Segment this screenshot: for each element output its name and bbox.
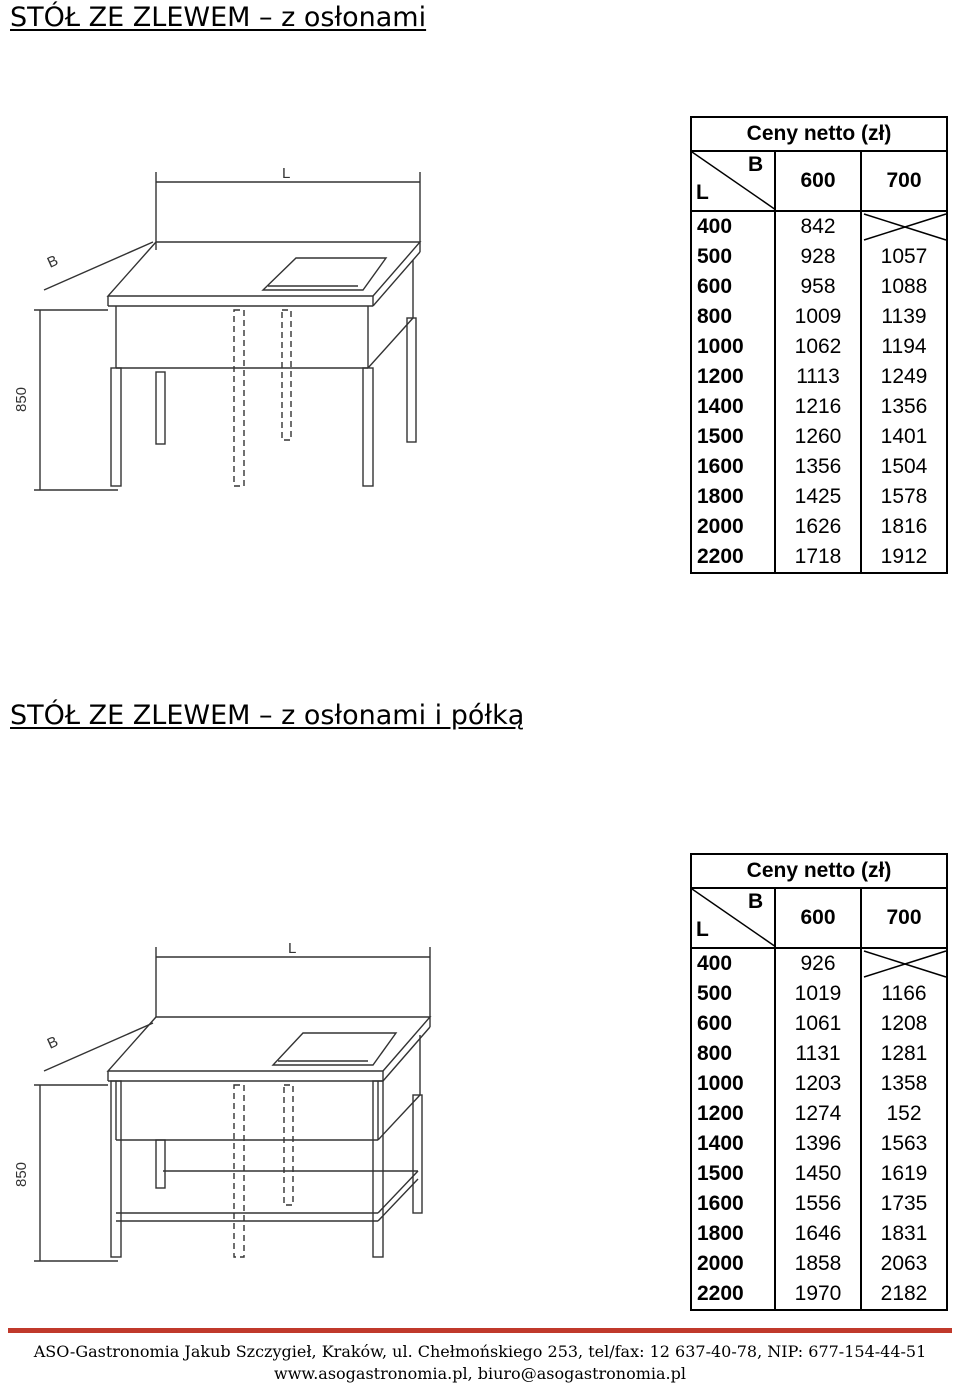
table-caption: Ceny netto (zł)	[691, 854, 947, 888]
row-length: 1800	[691, 1219, 775, 1249]
price-600: 1970	[775, 1279, 861, 1310]
price-600: 1260	[775, 422, 861, 452]
corner-width-label: B	[748, 890, 764, 913]
price-600: 1009	[775, 302, 861, 332]
row-length: 1400	[691, 392, 775, 422]
row-length: 500	[691, 979, 775, 1009]
row-length: 1200	[691, 362, 775, 392]
price-600: 1113	[775, 362, 861, 392]
row-length: 1400	[691, 1129, 775, 1159]
row-length: 500	[691, 242, 775, 272]
price-700: 152	[886, 1102, 922, 1125]
cross-icon	[862, 949, 948, 979]
table-row	[691, 1039, 947, 1069]
page-footer	[0, 1326, 960, 1384]
table-caption: Ceny netto (zł)	[691, 117, 947, 151]
table-row	[691, 1009, 947, 1039]
row-length: 600	[691, 1009, 775, 1039]
price-700: 1194	[881, 335, 927, 358]
row-length: 1600	[691, 1189, 775, 1219]
sink-table-drawing-1	[8, 150, 438, 505]
price-700: 1057	[880, 245, 928, 268]
price-rows	[691, 948, 947, 1310]
price-600: 1203	[775, 1069, 861, 1099]
table-row	[691, 979, 947, 1009]
table-row	[691, 512, 947, 542]
table-row	[691, 1279, 947, 1310]
column-header-600: 600	[775, 151, 861, 211]
table-row	[691, 211, 947, 242]
row-length: 2200	[691, 542, 775, 573]
row-length: 800	[691, 1039, 775, 1069]
row-length: 1000	[691, 1069, 775, 1099]
price-600: 1396	[775, 1129, 861, 1159]
price-600: 958	[775, 272, 861, 302]
price-700: 1281	[880, 1042, 928, 1065]
corner-cell	[691, 888, 775, 948]
price-700: 1619	[880, 1162, 928, 1185]
price-600: 1062	[775, 332, 861, 362]
table-row	[691, 1129, 947, 1159]
row-length: 400	[691, 211, 775, 242]
sink-table-drawing-2	[8, 925, 438, 1280]
row-length: 1500	[691, 422, 775, 452]
row-length: 2000	[691, 1249, 775, 1279]
row-length: 1500	[691, 1159, 775, 1189]
price-700: 2063	[880, 1252, 928, 1275]
table-row	[691, 1159, 947, 1189]
dim-height-label: 850	[13, 1161, 30, 1187]
price-700: 1912	[880, 545, 928, 568]
column-header-600: 600	[775, 888, 861, 948]
section-title-1: STÓŁ ZE ZLEWEM – z osłonami	[10, 2, 427, 33]
price-600: 1274	[775, 1099, 861, 1129]
sink-table-sketch	[8, 150, 438, 500]
footer-contact: www.asogastronomia.pl, biuro@asogastronomia.pl	[274, 1364, 686, 1383]
price-600: 1216	[775, 392, 861, 422]
dim-width-label: B	[44, 252, 61, 272]
price-600: 926	[775, 948, 861, 979]
price-700: 1356	[880, 395, 928, 418]
row-length: 1200	[691, 1099, 775, 1129]
corner-length-label: L	[696, 918, 709, 941]
table-row	[691, 542, 947, 573]
table-row	[691, 1189, 947, 1219]
price-600: 1131	[775, 1039, 861, 1069]
price-700: 1166	[881, 982, 927, 1005]
table-row	[691, 1249, 947, 1279]
table-row	[691, 272, 947, 302]
table-row	[691, 1099, 947, 1129]
row-length: 1800	[691, 482, 775, 512]
table-row	[691, 302, 947, 332]
table-row	[691, 422, 947, 452]
sink-table-shelf-sketch	[8, 925, 438, 1275]
dim-height-label: 850	[13, 386, 30, 412]
table-row	[691, 1069, 947, 1099]
column-header-700: 700	[861, 888, 947, 948]
row-length: 800	[691, 302, 775, 332]
price-table-2	[690, 853, 948, 1311]
price-700: 1249	[880, 365, 928, 388]
price-700: 1358	[880, 1072, 928, 1095]
price-600: 1858	[775, 1249, 861, 1279]
price-600: 842	[775, 211, 861, 242]
table-row	[691, 362, 947, 392]
price-700: 1139	[881, 305, 927, 328]
dim-length-label: L	[282, 165, 291, 182]
price-600: 1356	[775, 452, 861, 482]
footer-company-info: ASO-Gastronomia Jakub Szczygieł, Kraków, ul. Chełmońskiego 253, tel/fax: 12 637-40-78, NIP: 677-154-44-51	[33, 1342, 927, 1361]
table-row	[691, 332, 947, 362]
row-length: 2000	[691, 512, 775, 542]
price-600: 1626	[775, 512, 861, 542]
price-700: 1816	[880, 515, 928, 538]
price-700: 1831	[880, 1222, 928, 1245]
row-length: 600	[691, 272, 775, 302]
corner-length-label: L	[696, 181, 709, 204]
section-title-2: STÓŁ ZE ZLEWEM – z osłonami i półką	[10, 700, 525, 731]
price-600: 1425	[775, 482, 861, 512]
price-700: 1208	[880, 1012, 928, 1035]
price-600: 1450	[775, 1159, 861, 1189]
column-header-700: 700	[861, 151, 947, 211]
price-rows	[691, 211, 947, 573]
price-table-1	[690, 116, 948, 574]
cross-icon	[862, 212, 948, 242]
price-700: 2182	[880, 1282, 928, 1305]
dim-width-label: B	[44, 1033, 61, 1053]
not-available-cell	[861, 211, 947, 242]
price-700: 1735	[880, 1192, 928, 1215]
row-length: 2200	[691, 1279, 775, 1310]
corner-width-label: B	[748, 153, 764, 176]
table-row	[691, 242, 947, 272]
price-600: 928	[775, 242, 861, 272]
corner-cell	[691, 151, 775, 211]
price-600: 1646	[775, 1219, 861, 1249]
table-row	[691, 482, 947, 512]
price-700: 1401	[880, 425, 928, 448]
price-600: 1019	[775, 979, 861, 1009]
price-600: 1061	[775, 1009, 861, 1039]
row-length: 1000	[691, 332, 775, 362]
table-row	[691, 1219, 947, 1249]
price-600: 1556	[775, 1189, 861, 1219]
row-length: 1600	[691, 452, 775, 482]
price-600: 1718	[775, 542, 861, 573]
footer-rule	[0, 1326, 960, 1338]
row-length: 400	[691, 948, 775, 979]
table-row	[691, 948, 947, 979]
not-available-cell	[861, 948, 947, 979]
dim-length-label: L	[288, 940, 297, 957]
price-700: 1088	[880, 275, 928, 298]
price-700: 1563	[880, 1132, 928, 1155]
table-row	[691, 452, 947, 482]
table-row	[691, 392, 947, 422]
price-700: 1504	[880, 455, 928, 478]
price-700: 1578	[880, 485, 928, 508]
